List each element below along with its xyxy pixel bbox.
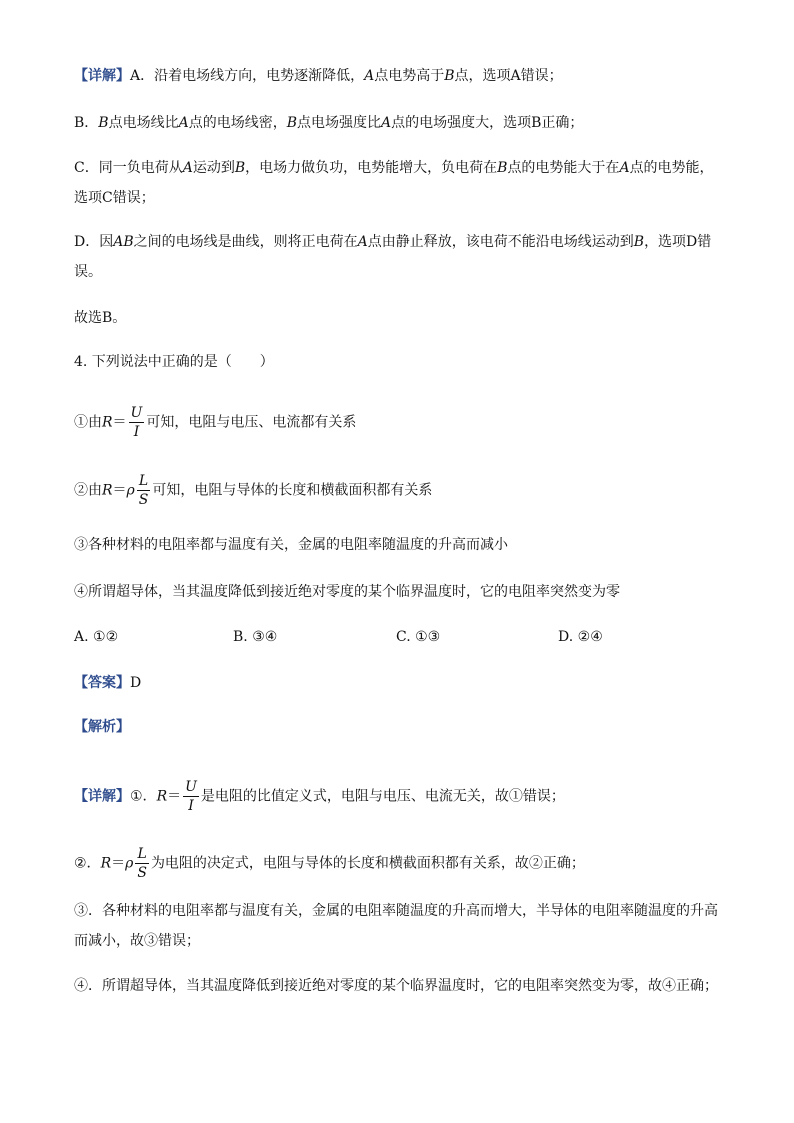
detail-4: ④．所谓超导体，当其温度降低到接近绝对零度的某个临界温度时，它的电阻率突然变为零，故④正确；: [74, 978, 718, 994]
option-text: ①②: [93, 629, 119, 645]
text: ＝: [111, 855, 126, 872]
option-a[interactable]: [74, 627, 118, 647]
var: B: [497, 160, 508, 176]
option-label: B.: [233, 629, 248, 645]
text: C．同一负电荷从: [74, 160, 183, 176]
detail-tag: 【详解】: [74, 788, 130, 805]
fraction: [137, 474, 151, 507]
detail-1: [74, 780, 565, 813]
text: 点的电势能，: [629, 160, 714, 176]
var: AB: [113, 234, 134, 250]
denominator: I: [183, 796, 199, 813]
detail-3-line2: 而减小，故③错误；: [74, 933, 200, 949]
denominator: S: [137, 865, 147, 881]
analysis-heading: [74, 717, 130, 737]
var: A: [381, 115, 392, 131]
statement-1: [74, 406, 356, 439]
text: 点的电场线密，: [188, 115, 287, 131]
text: ，选项D错: [644, 234, 712, 250]
option-text: ①③: [415, 629, 441, 645]
text: ＝: [167, 788, 182, 805]
var: ρ: [126, 482, 135, 499]
option-text: ②④: [577, 629, 603, 645]
text: ，电场力做负功，电势能增大，负电荷在: [245, 160, 498, 176]
prev-conclusion: 故选B。: [74, 310, 127, 326]
detail-tag: 【详解】: [74, 68, 130, 84]
denominator: I: [129, 422, 145, 439]
text: ①由: [74, 414, 102, 431]
statement-2: [74, 474, 432, 507]
text: ②由: [74, 482, 102, 499]
answer-value: D: [130, 675, 142, 691]
text: A．沿着电场线方向，电势逐渐降低，: [130, 68, 365, 84]
prev-detail-c-line2: 选项C错误；: [74, 190, 155, 206]
var: B: [633, 234, 645, 250]
text: 可知，电阻与导体的长度和横截面积都有关系: [152, 482, 433, 499]
denominator: S: [138, 492, 149, 508]
prev-detail-a: [74, 66, 563, 86]
answer: [74, 673, 141, 693]
var: B: [98, 115, 109, 131]
text: ①．: [130, 788, 157, 805]
fraction: [135, 847, 149, 880]
text: ＝: [112, 482, 127, 499]
answer-tag: 【答案】: [74, 675, 130, 691]
statement-4: ④所谓超导体，当其温度降低到接近绝对零度的某个临界温度时，它的电阻率突然变为零: [74, 584, 620, 600]
prev-detail-c: [74, 158, 714, 178]
question-stem: 4. 下列说法中正确的是（ ）: [74, 354, 274, 370]
var: ρ: [125, 855, 134, 872]
text: 运动到: [192, 160, 235, 176]
var: R: [102, 482, 113, 499]
var: B: [234, 160, 246, 176]
text: 点电场强度比: [297, 115, 382, 131]
text: 可知，电阻与电压、电流都有关系: [146, 414, 357, 431]
prev-detail-d: [74, 232, 711, 252]
analysis-tag: 【解析】: [74, 719, 130, 735]
text: ②．: [74, 855, 101, 872]
text: 点由静止释放，该电荷不能沿电场线运动到: [367, 234, 634, 250]
numerator: U: [185, 779, 197, 795]
text: 点，选项A错误；: [454, 68, 563, 84]
var: B: [286, 115, 298, 131]
fraction: [129, 406, 145, 439]
detail-3: ③．各种材料的电阻率都与温度有关，金属的电阻率随温度的升高而增大，半导体的电阻率随温度的升高: [74, 903, 718, 919]
option-c[interactable]: [396, 627, 440, 647]
text: 点的电势能大于在: [507, 160, 620, 176]
numerator: U: [130, 405, 143, 421]
option-text: ③④: [252, 629, 278, 645]
var: A: [619, 160, 630, 176]
text: B．: [74, 115, 99, 131]
var: B: [444, 68, 455, 84]
option-label: C.: [396, 629, 411, 645]
numerator: L: [137, 846, 147, 862]
text: D．因: [74, 234, 114, 250]
prev-detail-b: [74, 113, 583, 133]
var: A: [357, 234, 368, 250]
var: R: [100, 855, 112, 872]
text: 为电阻的决定式，电阻与导体的长度和横截面积都有关系，故②正确；: [150, 855, 585, 872]
statement-3: ③各种材料的电阻率都与温度有关，金属的电阻率随温度的升高而减小: [74, 537, 508, 553]
var: A: [364, 68, 375, 84]
option-d[interactable]: [558, 627, 603, 647]
detail-2: [74, 847, 585, 880]
text: 点的电场强度大，选项B正确；: [391, 115, 584, 131]
prev-detail-d-line2: 误。: [74, 264, 102, 280]
option-label: D.: [558, 629, 574, 645]
option-b[interactable]: [233, 627, 277, 647]
text: 点电场线比: [108, 115, 179, 131]
numerator: L: [138, 473, 149, 489]
var: A: [178, 115, 189, 131]
var: R: [156, 788, 168, 805]
option-label: A.: [74, 629, 89, 645]
text: ＝: [112, 414, 127, 431]
text: 点电势高于: [374, 68, 445, 84]
var: A: [182, 160, 193, 176]
text: 是电阻的比值定义式，电阻与电压、电流无关，故①错误；: [200, 788, 565, 805]
text: 之间的电场线是曲线，则将正电荷在: [133, 234, 358, 250]
var: R: [102, 414, 113, 431]
fraction: [183, 780, 199, 813]
